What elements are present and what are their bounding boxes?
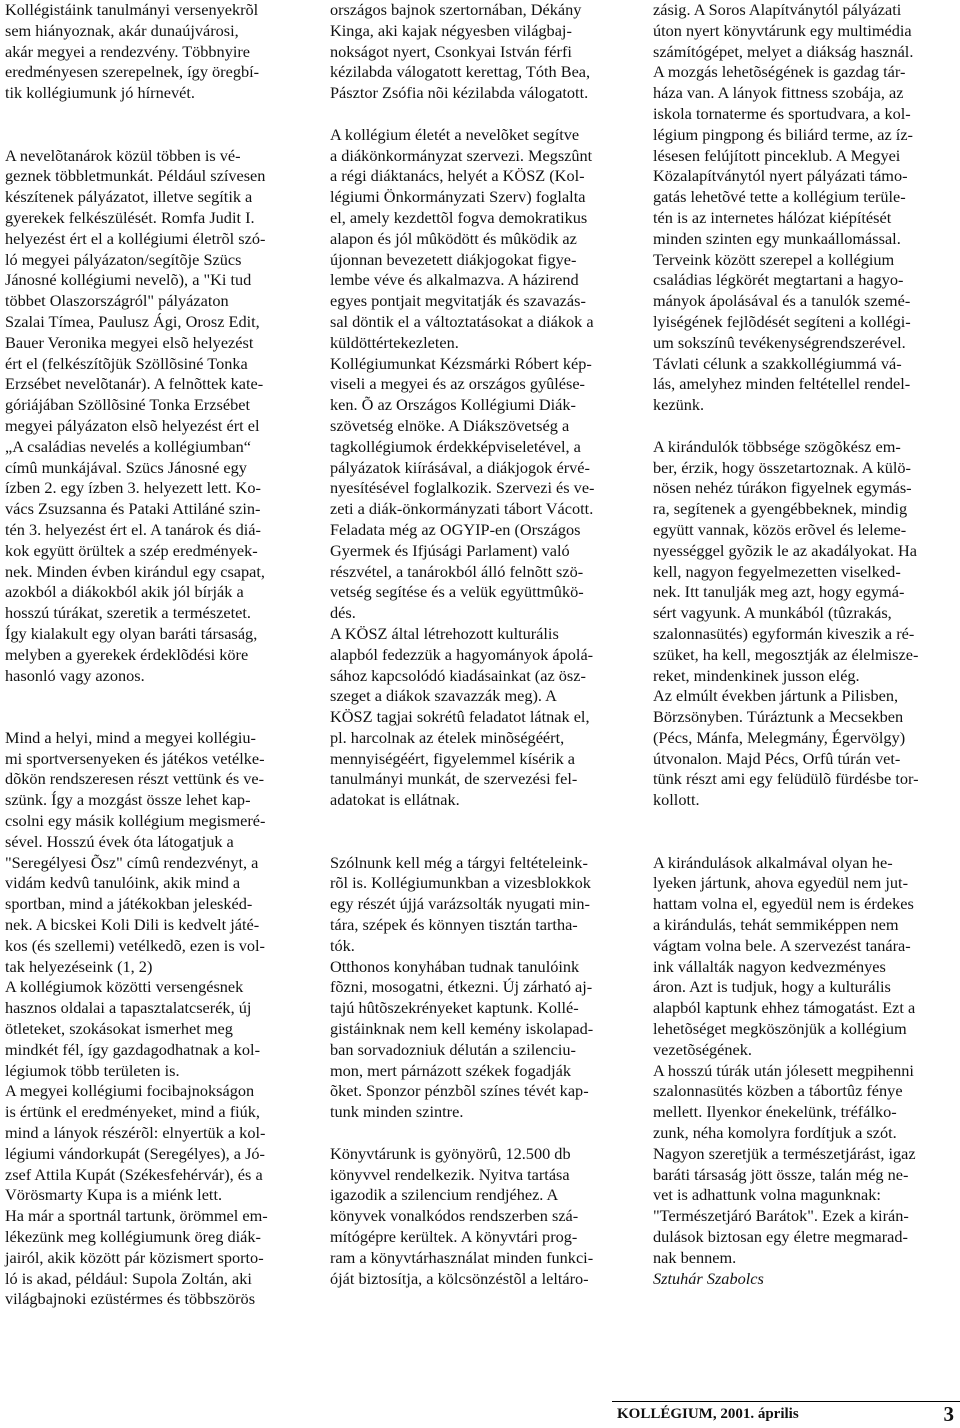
paragraph: Kollégistáink tanulmányi versenyekrõl sem hiányoznak, akár dunaújvárosi, akár megyei a rendezvény. Többnyire eredményesen szerepelnek, így öregbí- tik kollégiumunk jó hírnevét. <box>5 0 260 103</box>
text-column-1 <box>5 0 311 1310</box>
page-number: 3 <box>943 1402 954 1426</box>
paragraph: zásig. A Soros Alapítványtól pályázati úton nyert könyvtárunk egy multimédia számítógépet, melyet a diákság használ. A mozgás lehetõségének is gazdag tár- háza van. A lányok fittness szobája, az iskola tornaterme és sportudvara, a kol- légium pingpong és biliárd terme, az íz- lésesen felújított pinceklub. A Megyei Közalapítványtól nyert pályázati támo- gatás lehetõvé tette a kollégium terüle- tén is az internetes hálózat kiépítését minden szinten egy munkaállomással. Terveink között szerepel a kollégium családias légkörét megtartani a hagyo- mányok ápolásával és a tanulók szemé- lyiségének fejlõdését segíteni a kollégi- um sokszínû tevékenységrendszerével. Távlati célunk a szakkollégiummá vá- lás, amelyhez minden feltétellel rendel- kezünk. <box>653 0 914 415</box>
paragraph: A kollégium életét a nevelõket segítve a diákönkormányzat szervezi. Megszûnt a régi diáktanács, helyét a KÖSZ (Kol- légiumi Önkormányzati Szerv) foglalta el, amely kezdettõl fogva demokratikus alapon és jól mûködött és mûködik az újonnan bevezetett diákjogokat figye- lembe véve és alkalmazva. A házirend egyes pontjait megvitatják és szavazás- sal döntik el a változtatásokat a diákok a küldöttértekezleten. Kollégiumunkat Kézsmárki Róbert kép- viseli a megyei és az országos gyûlése- ken. Õ az Országos Kollégiumi Diák- szövetség elnöke. A Diákszövetség a tagkollégiumok érdekképviseletével, a pályázatok kiírásával, a diákjogok érvé- nyesítésével foglalkozik. Szervezi és ve- zeti a diák-önkormányzati tábort Vácott. Feladata még az OGYIP-en (Országos Gyermek és Ifjúsági Parlament) való részvétel, a tanárokból álló felnõtt szö- vetség segítése és a velük együttmûkö- dés. A KÖSZ által létrehozott kulturális alapból fedezzük a hagyományok ápolá- sához kapcsolódó kiadásainkat (az ösz- szeget a diákok szavazzák meg). A KÖSZ tagjai sokrétû feladatot látnak el, pl. harcolnak az ételek minõségéért, mennyiségéért, figyelemmel kísérik a tanulmányi munkát, de szervezési fel- adatokat is ellátnak. <box>330 124 595 810</box>
paragraph: A kirándulások alkalmával olyan he- lyeken jártunk, ahova egyedül nem jut- hattam volna el, egyedül nem is érdekes a kirándulás, tehát semmiképpen nem vágtam volna bele. A szervezést tanára- ink vállalták nagyon kedvezményes áron. Azt is tudjuk, hogy a kulturális alapból kaptunk ehhez támogatást. Ezt a lehetõséget megköszönjük a kollégium vezetõségének. A hosszú túrák után jólesett megpihenni szalonnasütés közben a tábortûz fénye mellett. Ilyenkor énekelünk, tréfálko- zunk, néha komolyra fordítjuk a szót. Nagyon szeretjük a természetjárást, igaz baráti társaság jött össze, talán még ne- vet is adhattunk volna magunknak: "Természetjáró Barátok". Ezek a kirán- dulások biztosan egy életre megmarad- nak bennem. <box>653 852 916 1267</box>
text-column-3 <box>653 0 955 1289</box>
text-column-2 <box>330 0 632 1289</box>
paragraph: Könyvtárunk is gyönyörû, 12.500 db könyvvel rendelkezik. Nyitva tartása igazodik a szilencium rendjéhez. A könyvek vonalkódos rendszerben szá- mítógépre kerültek. A könyvtári prog- ram a könyvtárhasználat minden funkci- óját biztosítja, a kölcsönzéstõl a leltáro- <box>330 1143 594 1288</box>
magazine-title: KOLLÉGIUM, 2001. április <box>617 1406 799 1422</box>
author-signature: Sztuhár Szabolcs <box>653 1268 764 1288</box>
paragraph: országos bajnok szertornában, Dékány Kinga, aki kajak négyesben világbaj- nokságot nyert, Csonkyai István férfi kézilabda válogatott kerettag, Tóth Bea, Pásztor Zsófia nõi kézilabda válogatott. <box>330 0 591 103</box>
paragraph: Mind a helyi, mind a megyei kollégiu- mi sportversenyeken és játékos vetélke- dõkön rendszeresen részt vettünk és ve- szünk. Így a mozgást össze lehet kap- csolni egy másik kollégium megismeré- sével. Hosszú évek óta látogatjuk a "Seregélyesi Õsz" címû rendezvényt, a vidám kedvû tanulóink, akik mind a sportban, mind a játékokban jeleskéd- nek. A bicskei Koli Dili is kedvelt játé- kos (és szellemi) vetélkedõ, ezen is vol- tak helyezéseink (1, 2) A kollégiumok közötti versengésnek hasznos oldalai a tapasztalatcserék, új ötleteket, szokásokat ismerhet meg mindkét fél, így gazdagodhatnak a kol- légiumok több területen is. A megyei kollégiumi focibajnokságon is értünk el eredményeket, mind a fiúk, mind a lányok részérõl: elnyertük a kol- légiumi vándorkupát (Seregélyes), a Jó- zsef Attila Kupát (Székesfehérvár), és a Vörösmarty Kupa is a miénk lett. Ha már a sportnál tartunk, örömmel em- lékezünk meg kollégiumunk öreg diák- jairól, akik között pár közismert sporto- ló is akad, például: Supola Zoltán, aki világbajnoki ezüstérmes és többszörös <box>5 727 268 1309</box>
page-footer <box>612 1401 960 1428</box>
paragraph: Szólnunk kell még a tárgyi feltételeink- rõl is. Kollégiumunkban a vizesblokkok egy részét újjá varázsolták nyugati min- tára, szépek és könnyen tisztán tartha- tók. Otthonos konyhában tudnak tanulóink fõzni, mosogatni, étkezni. Új zárható aj- tajú hûtõszekrényeket kaptunk. Kollé- gistáinknak nem kell kemény iskolapad- ban sorvadozniuk délután a szilenciu- mon, mert párnázott székek fogadják õket. Sponzor pénzbõl színes tévét kap- tunk minden szintre. <box>330 852 594 1122</box>
paragraph: A kirándulók többsége szögõkész em- ber, érzik, hogy összetartoznak. A külö- nösen nehéz túrákon figyelnek egymás- ra, segítenek a gyengébbeknek, mindig együtt vannak, közös erõvel és leleme- nyességgel gyõzik le az akadályokat. Ha kell, nagyon fegyelmezetten viselked- nek. Itt tanulják meg azt, hogy egymá- sért vagyunk. A munkából (tûzrakás, szalonnasütés) egyformán kiveszik a ré- szüket, ha kell, megosztják az élelmisze- reket, mindenkinek jusson elég. Az elmúlt években jártunk a Pilisben, Börzsönyben. Túráztunk a Mecsekben (Pécs, Mánfa, Melegmány, Égervölgy) útvonalon. Majd Pécs, Orfû túrán vet- tünk részt ami egy felüdülõ fürdésbe tor- kollott. <box>653 436 919 810</box>
paragraph: A nevelõtanárok közül többen is vé- geznek többletmunkát. Például szívesen készítenek pályázatot, illetve segítik a gyerekek felkészülését. Romfa Judit I. helyezést ért el a kollégiumi életrõl szó- ló megyei pályázaton/segítõje Szücs Jánosné kollégiumi nevelõ), a "Ki tud többet Olaszországról" pályázaton Szalai Tímea, Paulusz Ági, Orosz Edit, Bauer Veronika megyei elsõ helyezést ért el (felkészítõjük Szöllõsiné Tonka Erzsébet nevelõtanár). A felnõttek kate- góriájában Szöllõsiné Tonka Erzsébet megyei pályázaton elsõ helyezést ért el „A családias nevelés a kollégiumban“ címû munkájával. Szücs Jánosné egy ízben 2. egy ízben 3. helyezett lett. Ko- vács Zsuzsanna és Pataki Attiláné szin- tén 3. helyezést ért el. A tanárok és diá- kok együtt örültek a szép eredmények- nek. Minden évben kirándul egy csapat, azokból a diákokból akik jól bírják a hosszú túrákat, szeretik a természetet. Így kialakult egy olyan baráti társaság, melyben a gyerekek érdeklõdési köre hasonló vagy azonos. <box>5 145 266 685</box>
